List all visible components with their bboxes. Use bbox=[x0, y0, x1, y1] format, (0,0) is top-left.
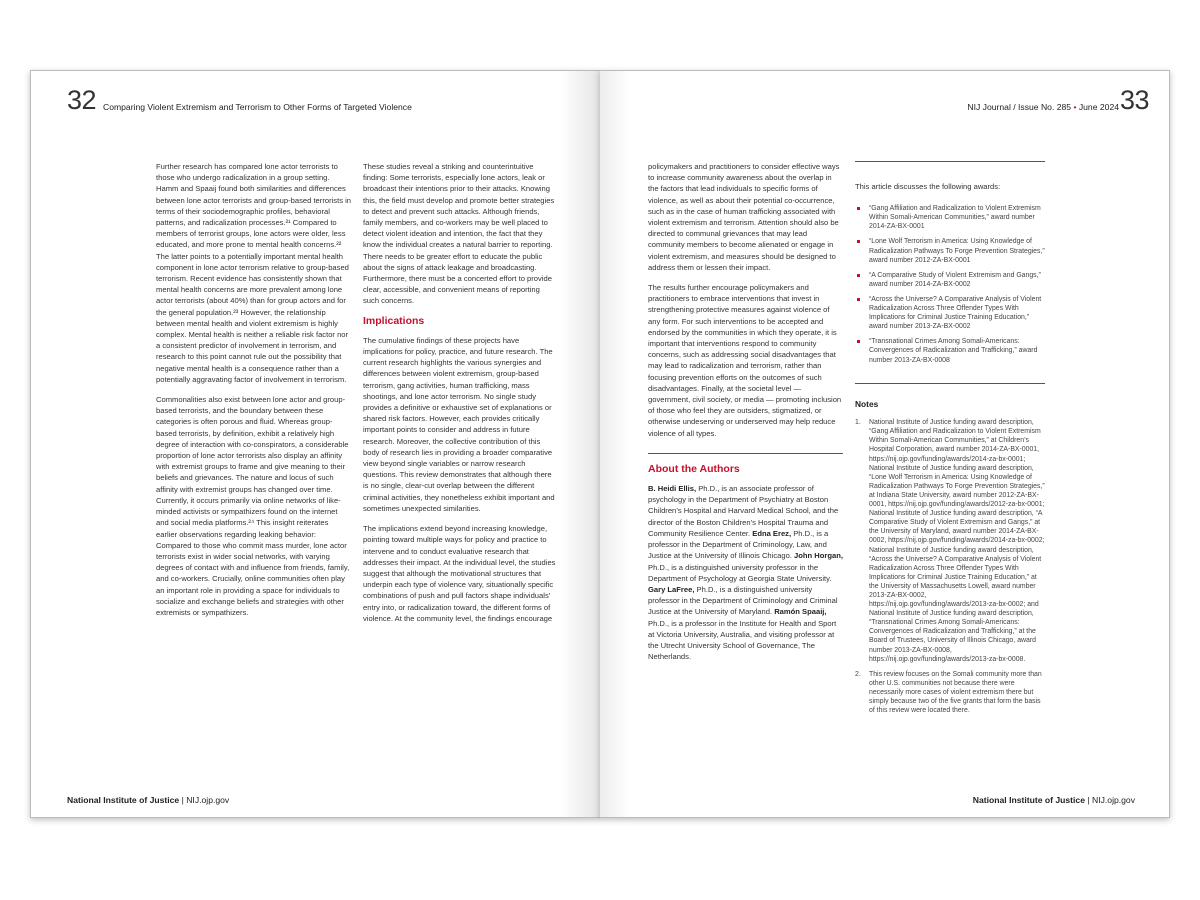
gutter-shadow bbox=[560, 71, 600, 817]
right-page bbox=[600, 70, 1170, 818]
awards-list bbox=[855, 204, 1047, 364]
award-item: “Gang Affiliation and Radicalization to Violent Extremism Within Somali-American Communities,” award number 2014-ZA-BX-0001 bbox=[855, 204, 1047, 231]
page-footer bbox=[973, 795, 1135, 805]
notes-heading: Notes bbox=[855, 399, 879, 409]
page-number: 33 bbox=[1119, 85, 1149, 115]
running-head bbox=[967, 102, 1119, 112]
section-heading-implications: Implications bbox=[363, 314, 425, 327]
paragraph: policymakers and practitioners to consider effective ways to increase community awareness about the overlap in the factors that lead individuals to specific forms of violence, as well as about their potential co-occurrence, such as in the case of human trafficking associated with violent extremism and terrorism. Attention should also be directed to communal grievances that may lead community members to become alienated or engage in violent extremism, and measures should be designed to address them or lessen their impact. bbox=[648, 162, 840, 272]
running-head: Comparing Violent Extremism and Terrorism to Other Forms of Targeted Violence bbox=[103, 102, 412, 112]
paragraph: Commonalities also exist between lone actor and group-based terrorists, and the boundary between these categories is often porous and fluid. Whereas group-based terrorists, by definition, exhibit a relatively high degree of interaction with co-conspirators, a considerable proportion of lone actor terrorists also display an affinity with extremist groups to frame and give meaning to their beliefs and grievances. The nature and locus of such affinity with extremist groups has changed over time. Currently, it occurs primarily via online networks of like-minded activists or sympathizers found on the internet and social media platforms.²⁴ This insight reiterates earlier observations regarding leaking behavior: Compared to those who commit mass murder, lone actor terrorists exist in wider social networks, with varying degrees of contact with and influence from friends, family, and co-workers. Crucially, online communities often play an important role in providing a space for individuals to socialize and exchange beliefs and strategies with other extremists or sympathizers. bbox=[156, 395, 350, 617]
paragraph: These studies reveal a striking and counterintuitive finding: Some terrorists, especially lone actors, leak or broadcast their intentions prior to their attacks. Knowing this, the field must develop and promote better strategies to detect and prevent such attacks. Although friends, family members, and co-workers may be well placed to detect violent ideation and intention, the fact that they know the individual creates a natural barrier to reporting. There needs to be greater effort to educate the public about the signs of attack leakage and broadcasting. Furthermore, there must be a concerted effort to provide clear, accessible, and convenient means of reporting such concerns. bbox=[363, 162, 555, 306]
author-bio: Ph.D., is an associate professor of psychology in the Department of Psychiatry at Boston Children’s Hospital and Harvard Medical School, and the director of the Boston Children’s Hospital Trauma and Community Resilience Center. bbox=[648, 484, 839, 538]
footer-url: | NIJ.ojp.gov bbox=[1085, 795, 1135, 805]
award-item: “Across the Universe? A Comparative Analysis of Violent Radicalization Across Three Offender Types With Implications for Criminal Justice Training Education,” award number 2013-ZA-BX-0002 bbox=[855, 295, 1047, 331]
author-name: Ramón Spaaij, bbox=[774, 607, 827, 617]
note-number: 2. bbox=[855, 670, 861, 678]
author-bios bbox=[648, 483, 843, 662]
journal-issue: NIJ Journal / Issue No. 285 bbox=[967, 102, 1072, 112]
footer-org: National Institute of Justice bbox=[972, 795, 1085, 805]
text-column-1 bbox=[156, 161, 351, 627]
author-bio: Ph.D., is a professor in the Institute for Health and Sport at Victoria University, Australia, and visiting professor at the Utrecht University School of Governance, The Netherlands. bbox=[648, 618, 837, 662]
page-number: 32 bbox=[67, 85, 97, 115]
section-heading-authors: About the Authors bbox=[648, 462, 740, 475]
note-text: This review focuses on the Somali community more than other U.S. communities not because there were necessarily more cases of violent extremism there but simply because two of the five grants that form the basis of this review were located there. bbox=[869, 670, 1042, 715]
note-number: 1. bbox=[855, 419, 861, 427]
award-item: “Transnational Crimes Among Somali-Americans: Convergences of Radicalization and Trafficking,” award number 2013-ZA-BX-0008 bbox=[855, 337, 1047, 364]
author-name: B. Heidi Ellis, bbox=[648, 484, 697, 494]
left-page bbox=[30, 70, 600, 818]
page-footer bbox=[67, 795, 229, 805]
notes-section bbox=[855, 399, 1047, 721]
award-item: “Lone Wolf Terrorism in America: Using Knowledge of Radicalization Pathways To Forge Prevention Strategies,” award number 2012-ZA-BX-0001 bbox=[855, 237, 1047, 264]
paragraph: Further research has compared lone actor terrorists to those who undergo radicalization in a group setting. Hamm and Spaaij found both similarities and differences between lone actor terrorists and group-based terrorists in terms of their sociodemographic profiles, behavioral patterns, and radicalization processes.²¹ Compared to members of terrorist groups, lone actors were older, less educated, and more prone to mental health concerns.²² The latter points to a potentially important mental health component in lone actor terrorism relative to group-based terrorism. Recent evidence has consistently shown that mental health concerns are more prevalent among lone actor terrorists (about 40%) than for group actors and for the general population.²³ However, the relationship between mental health and violent extremism is highly complex. Mental health is neither a reliable risk factor nor a consistent predictor of involvement in terrorism, and research to this point cannot rule out the possibility that negative mental health is a consequence rather than a potentially aggravating factor of involvement in terrorism. bbox=[156, 162, 352, 384]
awards-intro: This article discusses the following awards: bbox=[855, 182, 1001, 191]
bullet-separator: • bbox=[1071, 102, 1079, 112]
paragraph: The implications extend beyond increasing knowledge, pointing toward multiple ways for policy and practice to intervene and to conduct evaluative research that addresses their impact. At the individual level, the studies suggest that although the motivational structures that underpin each type of violence vary, situationally specific combinations of push and pull factors shape individuals’ entry into, or radicalization toward, the different forms of violence. At the community level, the findings encourage bbox=[363, 524, 556, 623]
author-bio: Ph.D., is a professor in the Department of Criminology, Law, and Justice at the University of Illinois Chicago. bbox=[648, 528, 829, 561]
note-item bbox=[855, 418, 1047, 664]
award-item: “A Comparative Study of Violent Extremism and Gangs,” award number 2014-ZA-BX-0002 bbox=[855, 271, 1047, 289]
awards-sidebar bbox=[855, 181, 1047, 371]
notes-list bbox=[855, 418, 1047, 715]
sidebar-bottom-rule bbox=[855, 383, 1045, 384]
author-name: Gary LaFree, bbox=[648, 584, 695, 594]
section-divider bbox=[648, 453, 843, 454]
author-name: Edna Erez, bbox=[752, 528, 792, 538]
gutter-shadow bbox=[600, 71, 630, 817]
paragraph: The cumulative findings of these projects have implications for policy, practice, and future research. The current research highlights the various synergies and differences between violent extremism, group-based terrorism, gang activities, human trafficking, mass shootings, and lone actor terrorism. No single study provides a definitive or exhaustive set of explanations or shared risk factors. However, each provides critically important points to consider and address in future research. Moreover, the collective contribution of this body of research lies in providing a broader comparative view beyond single variables or narrow research questions. This review demonstrates that although there is no single, clear-cut overlap between the different criminal activities, they nonetheless exhibit important and sometimes unexpected similarities. bbox=[363, 335, 555, 513]
author-bio: Ph.D., is a distinguished university professor in the Department of Criminology and Criminal Justice at the University of Maryland. bbox=[648, 584, 838, 617]
paragraph: The results further encourage policymakers and practitioners to embrace interventions that invest in strengthening protective measures against violence of any form. For such interventions to be accepted and endorsed by the communities in which they operate, it is important that interventions respond to community concerns, such as addressing social disadvantages that may lead to radicalization and terrorism, rather than focusing prevention efforts on the outcomes of such disadvantages. Finally, at the societal level — government, civil society, or media — promoting inclusion of those who feel they are outsiders, stigmatized, or otherwise undeserving or underserved may help reduce violence of all types. bbox=[648, 283, 842, 438]
text-column-1 bbox=[648, 161, 843, 662]
footer-url: | NIJ.ojp.gov bbox=[179, 795, 230, 805]
author-name: John Horgan, bbox=[794, 551, 843, 561]
issue-date: June 2024 bbox=[1078, 102, 1119, 112]
footer-org: National Institute of Justice bbox=[67, 795, 180, 805]
note-text: National Institute of Justice funding award description, “Gang Affiliation and Radicalization to Violent Extremism Within Somali-American Communities,” at Children’s Hospital Corporation, award number 2014-ZA-BX-0001, https://nij.ojp.gov/funding/awards/2014-za-bx-0001; National Institute of Justice funding award description, “Lone Wolf Terrorism in America: Using Knowledge of Radicalization Pathways To Forge Prevention Strategies,” at Indiana State University, award number 2012-ZA-BX-0001, https://nij.ojp.gov/funding/awards/2012-za-bx-0001; National Institute of Justice funding award description, “A Comparative Study of Violent Extremism and Gangs,” at the University of Maryland, award number 2014-ZA-BX-0002, https://nij.ojp.gov/funding/awards/2014-za-bx-0002; National Institute of Justice funding award description, “Across the Universe? A Comparative Analysis of Violent Radicalization Across Three Offender Types With Implications for Criminal Justice Training Education,” at the University of Massachusetts Lowell, award number 2013-ZA-BX-0002, https://nij.ojp.gov/funding/awards/2013-za-bx-0002; and National Institute of Justice funding award description, “Transnational Crimes Among Somali-Americans: Convergences of Radicalization and Trafficking,” at the Board of Trustees, University of Illinois Chicago, award number 2013-ZA-BX-0008, https://nij.ojp.gov/funding/awards/2013-za-bx-0008. bbox=[869, 419, 1045, 663]
sidebar-top-rule bbox=[855, 161, 1045, 162]
magazine-spread bbox=[30, 70, 1170, 818]
note-item bbox=[855, 670, 1047, 715]
author-bio: Ph.D., is a distinguished university professor in the Department of Psychology at Georgia State University. bbox=[648, 562, 832, 583]
text-column-2 bbox=[363, 161, 558, 624]
